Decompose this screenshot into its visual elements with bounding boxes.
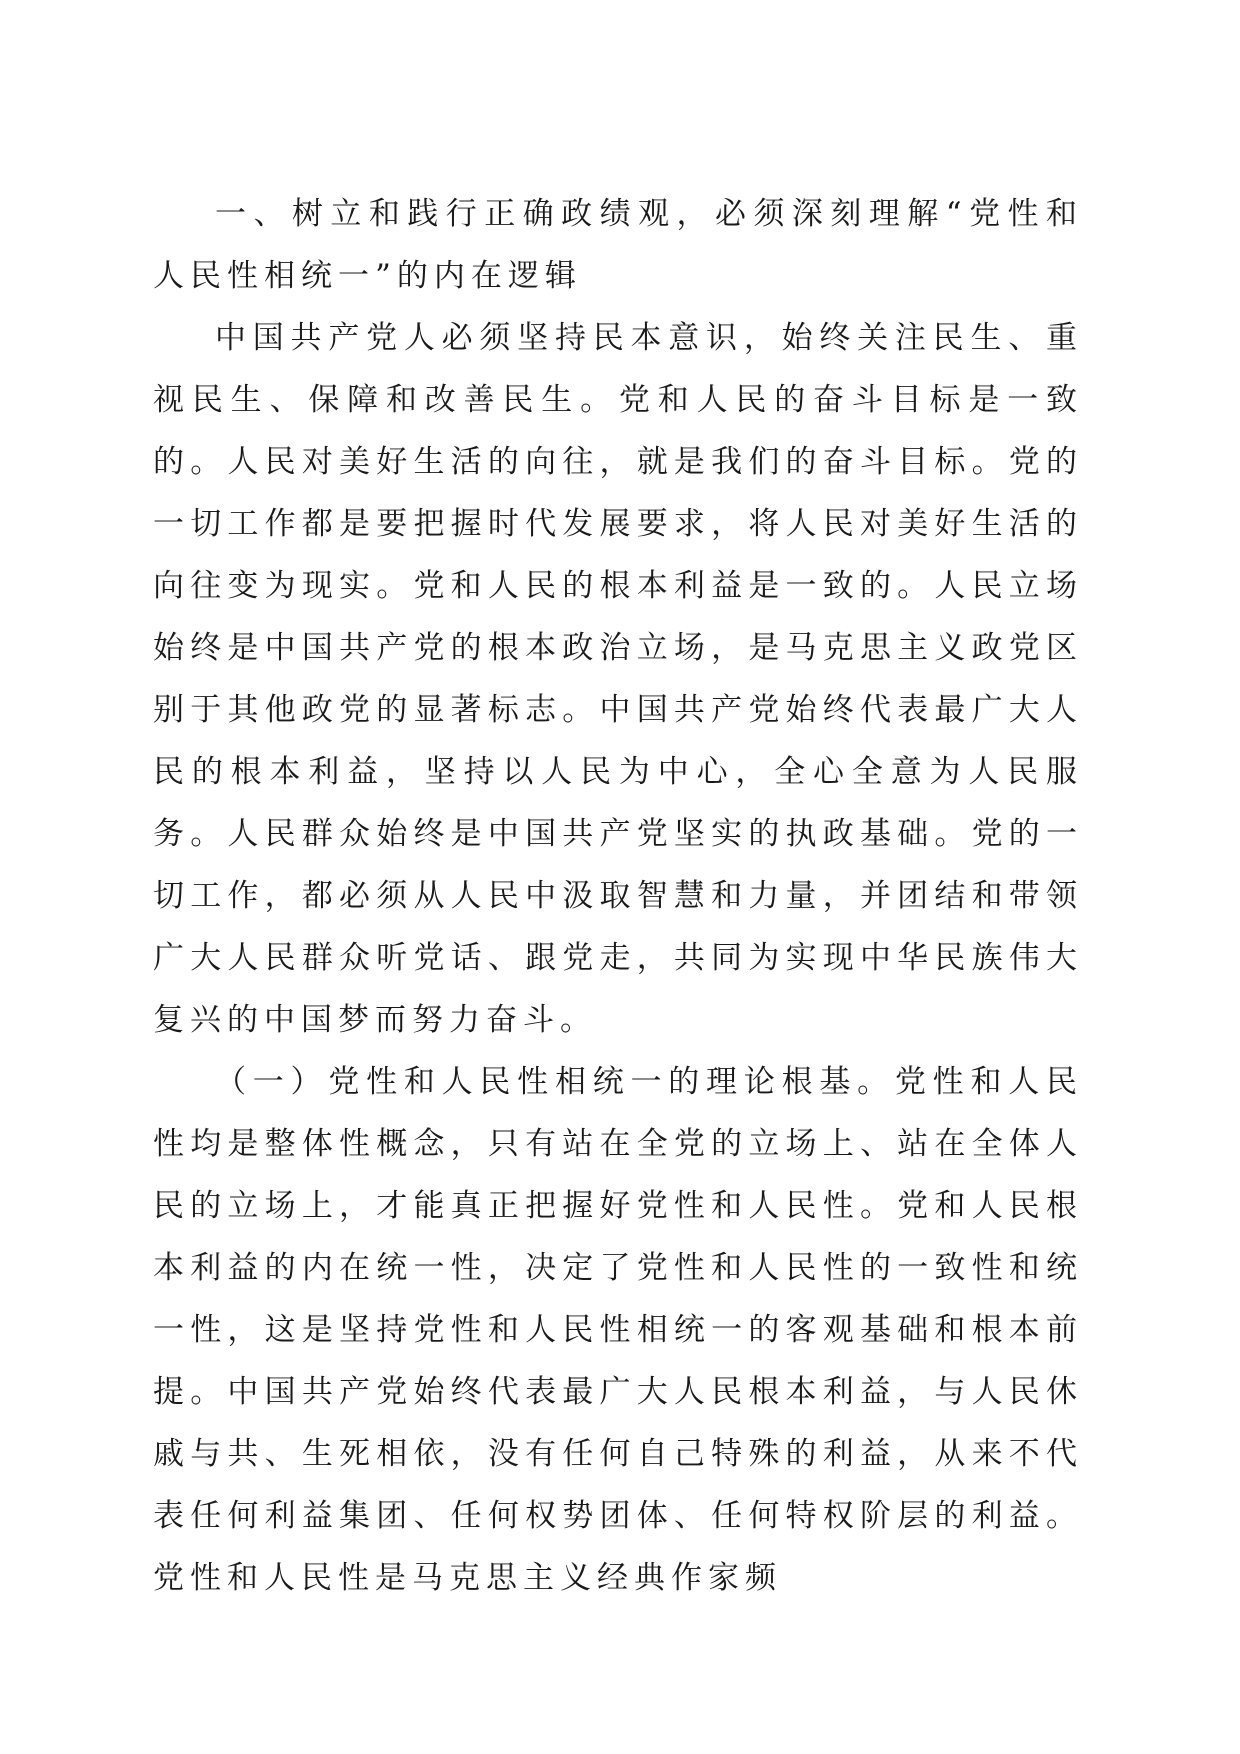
section-heading: 一、树立和践行正确政绩观，必须深刻理解“党性和人民性相统一”的内在逻辑 xyxy=(153,196,1083,294)
body-paragraph: 中国共产党人必须坚持民本意识，始终关注民生、重视民生、保障和改善民生。党和人民的奋斗目标是一致的。人民对美好生活的向往，就是我们的奋斗目标。党的一切工作都是要把握时代发展要求，将人民对美好生活的向往变为现实。党和人民的根本利益是一致的。人民立场始终是中国共产党的根本政治立场，是马克思主义政党区别于其他政党的显著标志。中国共产党始终代表最广大人民的根本利益，坚持以人民为中心，全心全意为人民服务。人民群众始终是中国共产党坚实的执政基础。党的一切工作，都必须从人民中汲取智慧和力量，并团结和带领广大人民群众听党话、跟党走，共同为实现中华民族伟大复兴的中国梦而努力奋斗。 xyxy=(153,320,1083,1038)
body-paragraph: （一）党性和人民性相统一的理论根基。党性和人民性均是整体性概念，只有站在全党的立场上、站在全体人民的立场上，才能真正把握好党性和人民性。党和人民根本利益的内在统一性，决定了党性和人民性的一致性和统一性，这是坚持党性和人民性相统一的客观基础和根本前提。中国共产党始终代表最广大人民根本利益，与人民休戚与共、生死相依，没有任何自己特殊的利益，从来不代表任何利益集团、任何权势团体、任何特权阶层的利益。党性和人民性是马克思主义经典作家频 xyxy=(153,1064,1083,1596)
document-body xyxy=(153,183,1083,1609)
